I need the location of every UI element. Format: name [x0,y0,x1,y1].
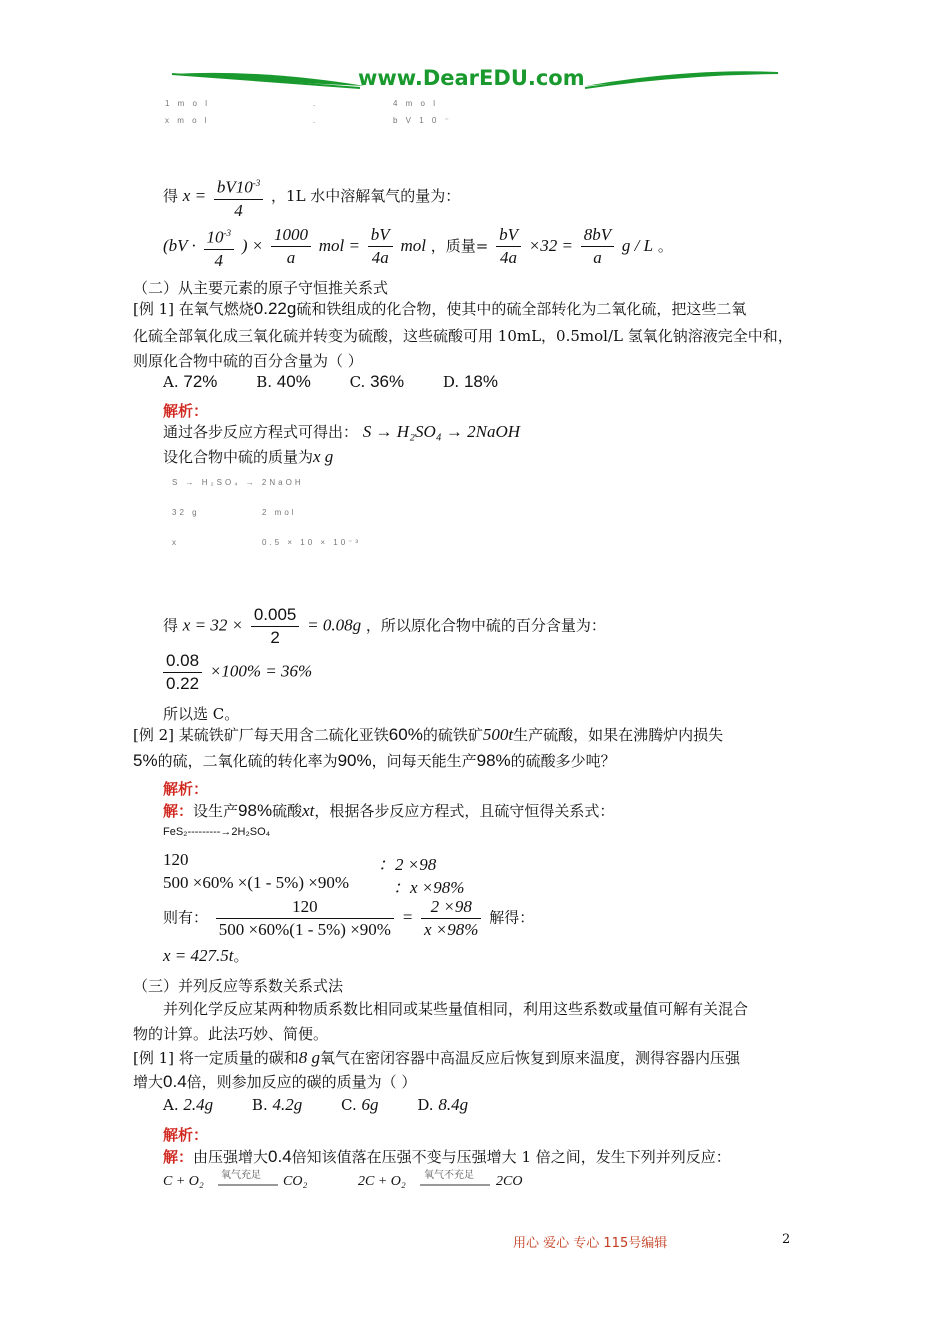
footer-slogan: 用心 爱心 专心 115号编辑 [513,1236,668,1251]
small-text: b V 1 0 ⁻ [393,116,452,125]
equation-line-2: (bV · $\frac{10^{-3}}{4}$ ) × $\frac{1000}{a}$ mol = $\frac{bV}{4a}$ mol ，质量= $\frac{bV}{4a}$ ×32 = $\frac{8bV}{a}$ g / L 。 [163,222,673,272]
fraction: $\frac{8bV}{a}$ [581,224,614,269]
analysis-line: 通过各步反应方程式可得出： S → H₂SO₄ → 2NaOH [163,422,521,441]
example-text: 化硫全部氧化成三氧化硫并转变为硫酸，这些硫酸可用 10mL，0.5mol/L 氢氧化钠溶液完全中和， [133,327,793,345]
fraction: $\frac{0.08}{0.22}$ [163,650,202,695]
reaction-2: 2C + O₂ 氧气不充足 2CO [358,1170,523,1189]
arrow-icon [218,1182,278,1188]
small-text: . [313,116,319,125]
reaction-1: C + O₂ 氧气充足 CO₂ [163,1170,308,1189]
analysis-label: 解析： [163,780,209,798]
fraction: $\frac{bV}{4a}$ [368,224,393,269]
small-text: S → H₂SO₄ → 2NaOH [172,478,304,487]
fraction: $\frac{1000}{a}$ [271,224,311,269]
answer-options [163,372,498,392]
answer-options [163,1095,468,1115]
example-text: [例 2] 某硫铁矿厂每天用含二硫化亚铁60%的硫铁矿500t生产硫酸，如果在沸腾炉内损失 [133,725,724,744]
example-text: 5%的硫，二氧化硫的转化率为90%，问每天能生产98%的硫酸多少吨？ [133,751,616,770]
small-text: x m o l [165,116,210,125]
paragraph: 并列化学反应某两种物质系数比相同或某些量值相同，利用这些系数或量值可解有关混合 [163,1000,749,1018]
fraction: $\frac{bV}{4a}$ [496,224,521,269]
fraction: $\frac{bV10^{-3}}{4}$ [214,172,263,222]
header-logo [170,62,780,102]
relation-right: ：x ×98% [393,878,465,897]
example-text: [例 1] 将一定质量的碳和8 g氧气在密闭容器中高温反应后恢复到原来温度，测得容器内压强 [133,1048,741,1067]
analysis-label: 解析： [163,402,209,420]
example-text: [例 1] 在氧气燃烧0.22g硫和铁组成的化合物，使其中的硫全部转化为二氧化硫，把这些二氧 [133,299,747,318]
relation-left: 500 ×60% ×(1 - 5%) ×90% [163,873,349,892]
option-a: A. 2.4g [163,1095,214,1114]
option-c: C. 36% [349,372,405,391]
relation-line: FeS₂---------→2H₂SO₄ [163,826,271,838]
equation-line: 则有： $\frac{120}{500 \times 60\%(1 - 5\%) \times 90\%}$ = $\frac{2 \times 98}{x \times 98\%}$ 解得： [163,897,535,939]
relation-right: ：2 ×98 [378,855,437,874]
section-title: （三）并列反应等系数关系式法 [133,977,344,995]
analysis-label: 解析： [163,1126,209,1144]
small-text: . [313,99,319,108]
fraction: $\frac{0.005}{2}$ [251,604,300,649]
equation-line: 得 x = 32 × $\frac{0.005}{2}$ = 0.08g ，所以原化合物中硫的百分含量为： [163,605,606,647]
result-line: x = 427.5t。 [163,946,249,965]
arrow-icon [420,1182,490,1188]
fraction: $\frac{10^{-3}}{4}$ [204,222,235,272]
conclusion: 所以选 C。 [163,705,240,723]
small-text: 4 m o l [393,99,439,108]
option-d: D. 18% [442,372,498,391]
equation-line-1: 得 x = $\frac{bV10^{-3}}{4}$ ，1L 水中溶解氧气的量为： [163,172,460,222]
small-text: 1 m o l [165,99,211,108]
relation-left: 120 [163,850,189,869]
logo-swoosh-left [170,64,370,94]
fraction: $\frac{120}{500 \times 60\%(1 - 5\%) \times 90\%}$ [216,896,394,941]
small-text: x [172,538,179,547]
logo-text: www.DearEDU.com [358,66,585,90]
example-text: 增大0.4倍，则参加反应的碳的质量为（ ） [133,1072,417,1091]
analysis-line: 设化合物中硫的质量为x g [163,447,334,466]
small-text: 2 mol [262,508,297,517]
option-c: C. 6g [341,1095,379,1114]
option-d: D. 8.4g [417,1095,469,1114]
logo-swoosh-right [580,64,780,94]
equation-line: $\frac{0.08}{0.22}$ ×100% = 36% [163,650,312,695]
solution-line: 解：设生产98%硫酸xt，根据各步反应方程式，且硫守恒得关系式： [163,801,615,820]
fraction: $\frac{2 \times 98}{x \times 98\%}$ [421,896,481,941]
page-number: 2 [782,1232,791,1247]
small-text: 0.5 × 10 × 10⁻³ [262,538,362,547]
option-b: B. 4.2g [251,1095,303,1114]
solution-line: 解：由压强增大0.4倍知该值落在压强不变与压强增大 1 倍之间，发生下列并列反应： [163,1147,731,1166]
option-b: B. 40% [256,372,311,391]
paragraph: 物的计算。此法巧妙、简便。 [133,1025,329,1043]
small-text: 32 g [172,508,200,517]
section-title: （二）从主要元素的原子守恒推关系式 [133,279,389,297]
option-a: A. 72% [163,372,218,391]
example-text: 则原化合物中硫的百分含量为（ ） [133,352,363,370]
